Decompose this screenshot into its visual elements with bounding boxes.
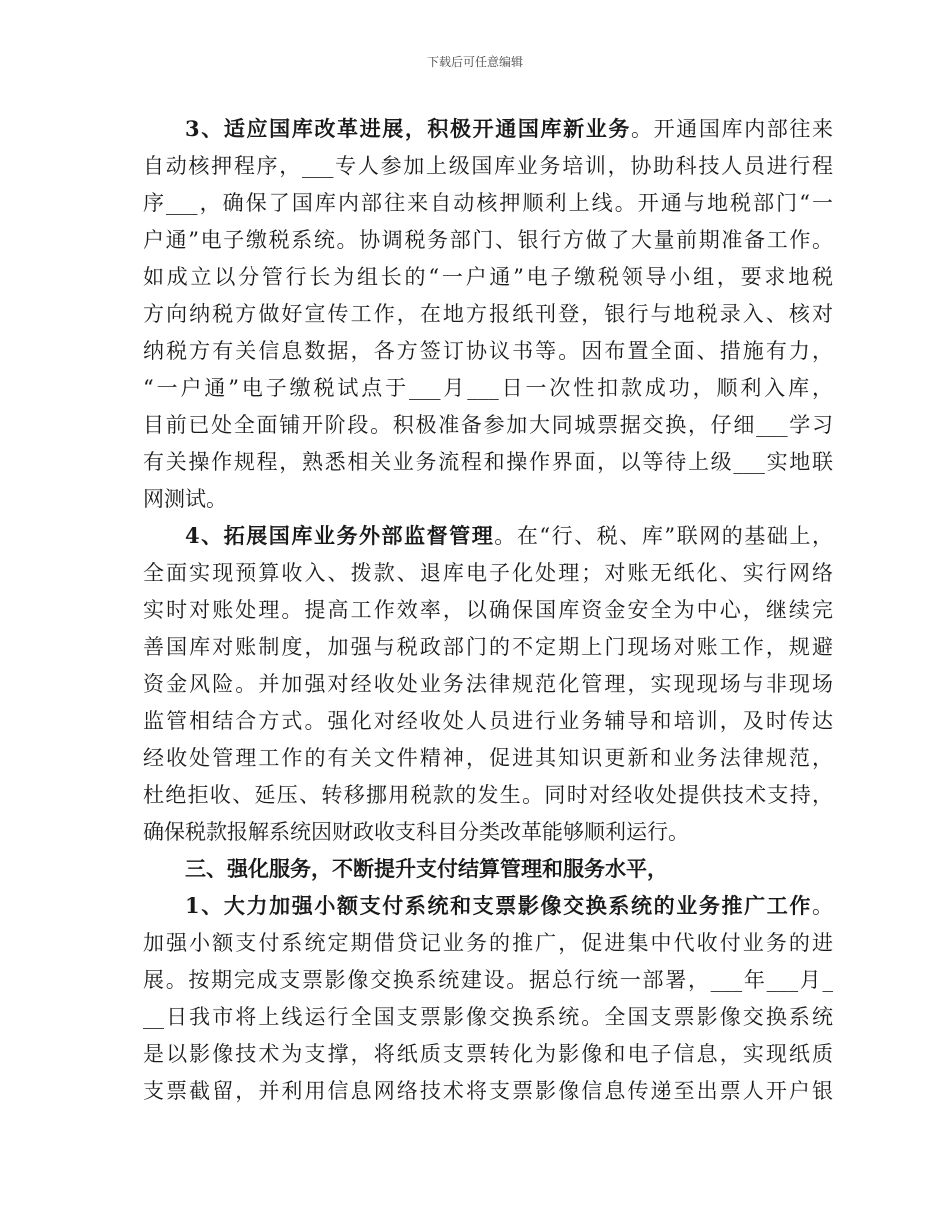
body-text: 序___，确保了国库内部往来自动核押顺利上线。开通与地税部门“一 [143, 191, 833, 215]
paragraph-line [143, 151, 833, 181]
body-text: 纳税方有关信息数据，各方签订协议书等。因布置全面、措施有力， [143, 339, 833, 363]
body-text: 。 [812, 894, 833, 918]
body-text: 全面实现预算收入、拨款、退库电子化处理；对账无纸化、实行网络 [143, 561, 833, 585]
section-heading [185, 854, 833, 884]
body-text: 自动核押程序，___专人参加上级国库业务培训，协助科技人员进行程 [143, 154, 833, 178]
body-text: 目前已处全面铺开阶段。积极准备参加大同城票据交换，仔细___学习 [143, 413, 833, 437]
body-text: 确保税款报解系统因财政收支科目分类改革能够顺利运行。 [143, 820, 689, 844]
body-text: 加强小额支付系统定期借贷记业务的推广，促进集中代收付业务的进 [143, 931, 833, 955]
paragraph-line [143, 558, 833, 588]
page-header: 下载后可任意编辑 [426, 55, 523, 69]
paragraph-line [143, 336, 833, 366]
body-text: 户通”电子缴税系统。协调税务部门、银行方做了大量前期准备工作。 [143, 228, 833, 252]
paragraph-line [143, 1002, 833, 1032]
paragraph-line [143, 817, 833, 847]
body-text: 网测试。 [143, 487, 227, 511]
body-text: “一户通”电子缴税试点于___月___日一次性扣款成功，顺利入库， [143, 376, 833, 400]
body-text: 有关操作规程，熟悉相关业务流程和操作界面，以等待上级___实地联 [143, 450, 833, 474]
paragraph-line [143, 410, 833, 440]
paragraph-line [143, 262, 833, 292]
body-text: 实时对账处理。提高工作效率，以确保国库资金安全为中心，继续完 [143, 598, 833, 622]
body-text: 善国库对账制度，加强与税政部门的不定期上门现场对账工作，规避 [143, 635, 833, 659]
paragraph-line [143, 965, 833, 995]
paragraph-line [143, 595, 833, 625]
heading-text: 三、强化服务，不断提升支付结算管理和服务水平， [185, 856, 668, 881]
paragraph-line [143, 669, 833, 699]
body-text: 展。按期完成支票影像交换系统建设。据总行统一部署，___年___月_ [143, 968, 833, 992]
paragraph-line [143, 1076, 833, 1106]
paragraph-line [143, 632, 833, 662]
body-text: __日我市将上线运行全国支票影像交换系统。全国支票影像交换系统 [143, 1005, 833, 1029]
paragraph-line [185, 114, 833, 144]
heading-text: 3、适应国库改革进展，积极开通国库新业务 [185, 116, 632, 141]
paragraph-line [185, 891, 833, 921]
paragraph-line [185, 521, 833, 551]
body-text: 如成立以分管行长为组长的“一户通”电子缴税领导小组，要求地税 [143, 265, 833, 289]
body-text: 。在“行、税、库”联网的基础上， [494, 524, 833, 548]
paragraph-line [143, 928, 833, 958]
body-text: 监管相结合方式。强化对经收处人员进行业务辅导和培训，及时传达 [143, 709, 833, 733]
body-text: 是以影像技术为支撑，将纸质支票转化为影像和电子信息，实现纸质 [143, 1042, 833, 1066]
body-text: 。开通国库内部往来 [631, 117, 833, 141]
paragraph-line [143, 447, 833, 477]
body-text: 支票截留，并利用信息网络技术将支票影像信息传递至出票人开户银 [143, 1079, 833, 1103]
paragraph-line [143, 743, 833, 773]
paragraph-line [143, 188, 833, 218]
paragraph-line [143, 373, 833, 403]
body-text: 方向纳税方做好宣传工作，在地方报纸刊登，银行与地税录入、核对 [143, 302, 833, 326]
paragraph-line [143, 299, 833, 329]
body-text: 资金风险。并加强对经收处业务法律规范化管理，实现现场与非现场 [143, 672, 833, 696]
paragraph-line [143, 484, 833, 514]
paragraph-line [143, 780, 833, 810]
body-text: 经收处管理工作的有关文件精神，促进其知识更新和业务法律规范， [143, 746, 833, 770]
paragraph-line [143, 1039, 833, 1069]
paragraph-line [143, 225, 833, 255]
body-text: 杜绝拒收、延压、转移挪用税款的发生。同时对经收处提供技术支持， [143, 783, 833, 807]
heading-text: 1、大力加强小额支付系统和支票影像交换系统的业务推广工作 [185, 893, 812, 918]
heading-text: 4、拓展国库业务外部监督管理 [185, 523, 495, 548]
paragraph-line [143, 706, 833, 736]
